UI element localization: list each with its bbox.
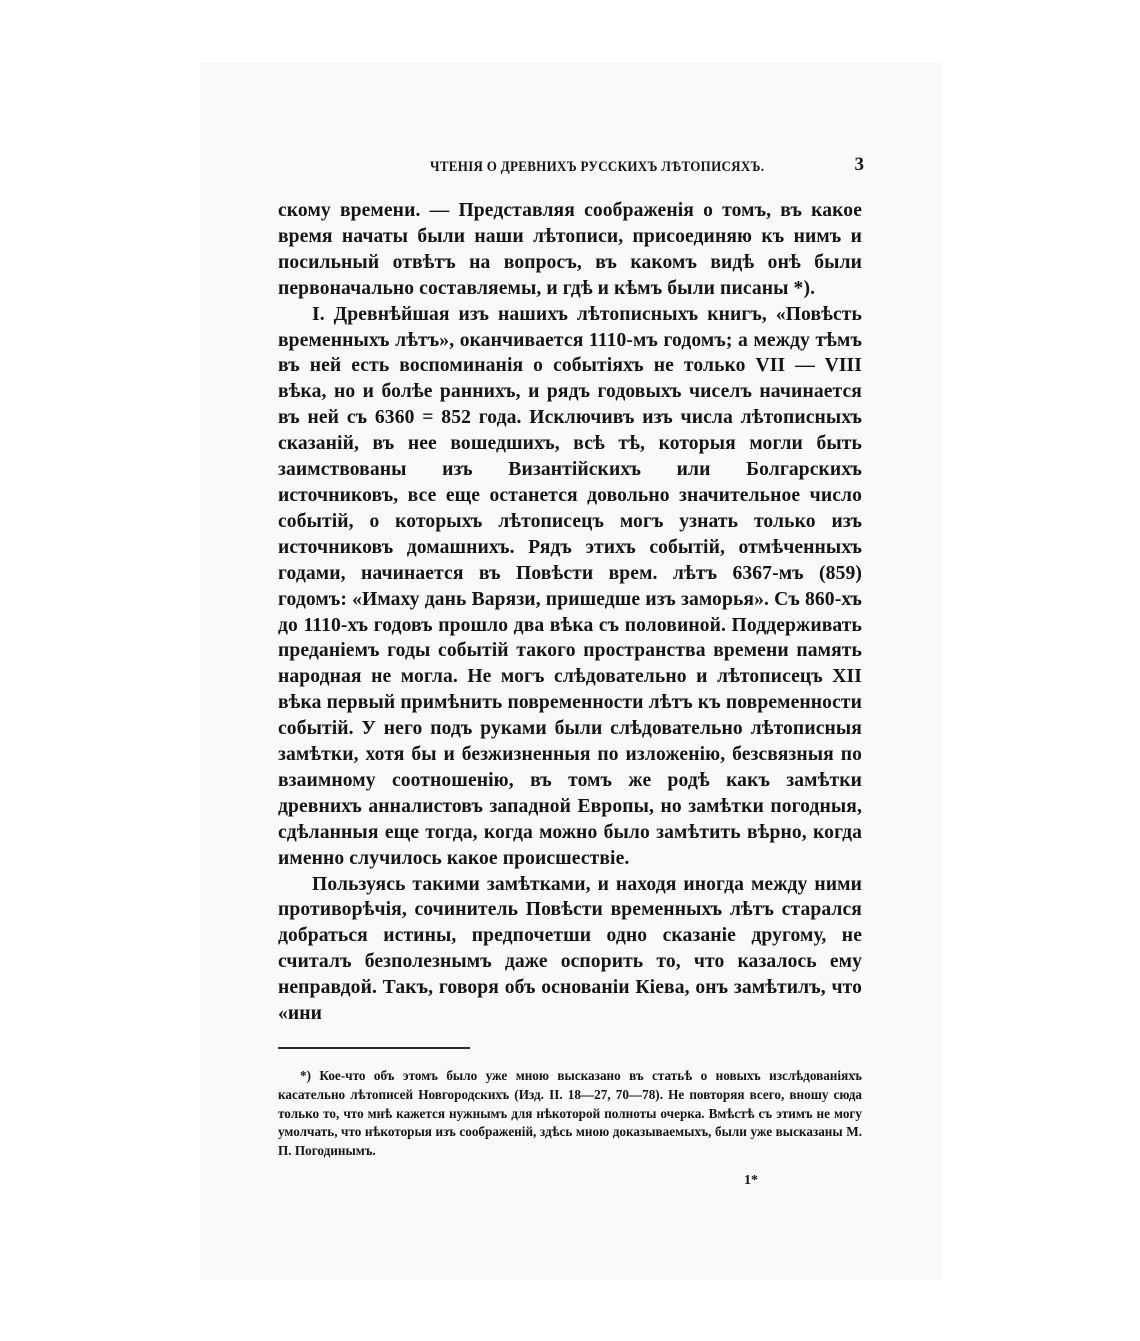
signature-mark-row	[278, 1173, 862, 1193]
footnote-divider	[278, 1047, 470, 1049]
running-head	[278, 150, 862, 186]
footnote	[278, 1067, 862, 1161]
paragraph-section-one: I. Древнѣйшая изъ нашихъ лѣтописныхъ книгъ, «Повѣсть временныхъ лѣтъ», оканчивается 1110-мъ годомъ; а между тѣмъ въ ней есть воспоминанія о событіяхъ не только VII — VIII вѣка, но и болѣе раннихъ, и рядъ годовыхъ чиселъ начинается въ ней съ 6360 = 852 года. Исключивъ изъ числа лѣтописныхъ сказаній, въ нее вошедшихъ, всѣ тѣ, которыя могли быть заимствованы изъ Византійскихъ или Болгарскихъ источниковъ, все еще останется довольно значительное число событій, о которыхъ лѣтописецъ могъ узнать только изъ источниковъ домашнихъ. Рядъ этихъ событій, отмѣченныхъ годами, начинается въ Повѣсти врем. лѣтъ 6367-мъ (859) годомъ: «Имаху дань Варязи, пришедше изъ заморья». Съ 860-хъ до 1110-хъ годовъ прошло два вѣка съ половиной. Поддерживать преданіемъ годы событій такого пространства времени память народная не могла. Не могъ слѣдовательно и лѣтописецъ XII вѣка первый примѣнить повременности лѣтъ къ повременности событій. У него подъ руками были слѣдовательно лѣтописныя замѣтки, хотя бы и безжизненныя по изложенію, безсвязныя по взаимному соотношенію, въ томъ же родѣ какъ замѣтки древнихъ анналистовъ западной Европы, но замѣтки погодныя, сдѣланныя еще тогда, когда можно было замѣтить вѣрно, когда именно случилось какое происшествіе.	[278, 303, 862, 869]
footnote-text: *) Кое-что объ этомъ было уже мною высказано въ статьѣ о новыхъ изслѣдованіяхъ касательно лѣтописей Новгородскихъ (Изд. II. 18—27, 70—78). Не повторяя всего, вношу сюда только то, что мнѣ кажется нужнымъ для нѣкоторой полноты очерка. Вмѣстѣ съ этимъ не могу умолчать, что нѣкоторыя изъ соображеній, здѣсь мною доказываемыхъ, были уже высказаны М. П. Погодинымъ.	[278, 1068, 862, 1159]
paragraph-continuation: скому времени. — Представляя соображенія о томъ, въ какое время начаты были наши лѣтописи, присоединяю къ нимъ и посильный отвѣтъ на вопросъ, въ какомъ видѣ онѣ были первоначально составляемы, и гдѣ и кѣмъ были писаны *).	[278, 200, 862, 299]
signature-mark: 1*	[744, 1172, 758, 1188]
book-page	[278, 150, 862, 1193]
main-text	[278, 198, 862, 1027]
page-number: 3	[854, 154, 864, 175]
running-title: ЧТЕНІЯ О ДРЕВНИХЪ РУССКИХЪ ЛѢТОПИСЯХЪ.	[430, 157, 765, 175]
paragraph-sources: Пользуясь такими замѣтками, и находя иногда между ними противорѣчія, сочинитель Повѣсти временныхъ лѣтъ старался добраться истины, предпочетши одно сказаніе другому, не считалъ безполезнымъ даже оспорить то, что казалось ему неправдой. Такъ, говоря объ основаніи Кіева, онъ замѣтилъ, что «ини	[278, 873, 862, 1025]
